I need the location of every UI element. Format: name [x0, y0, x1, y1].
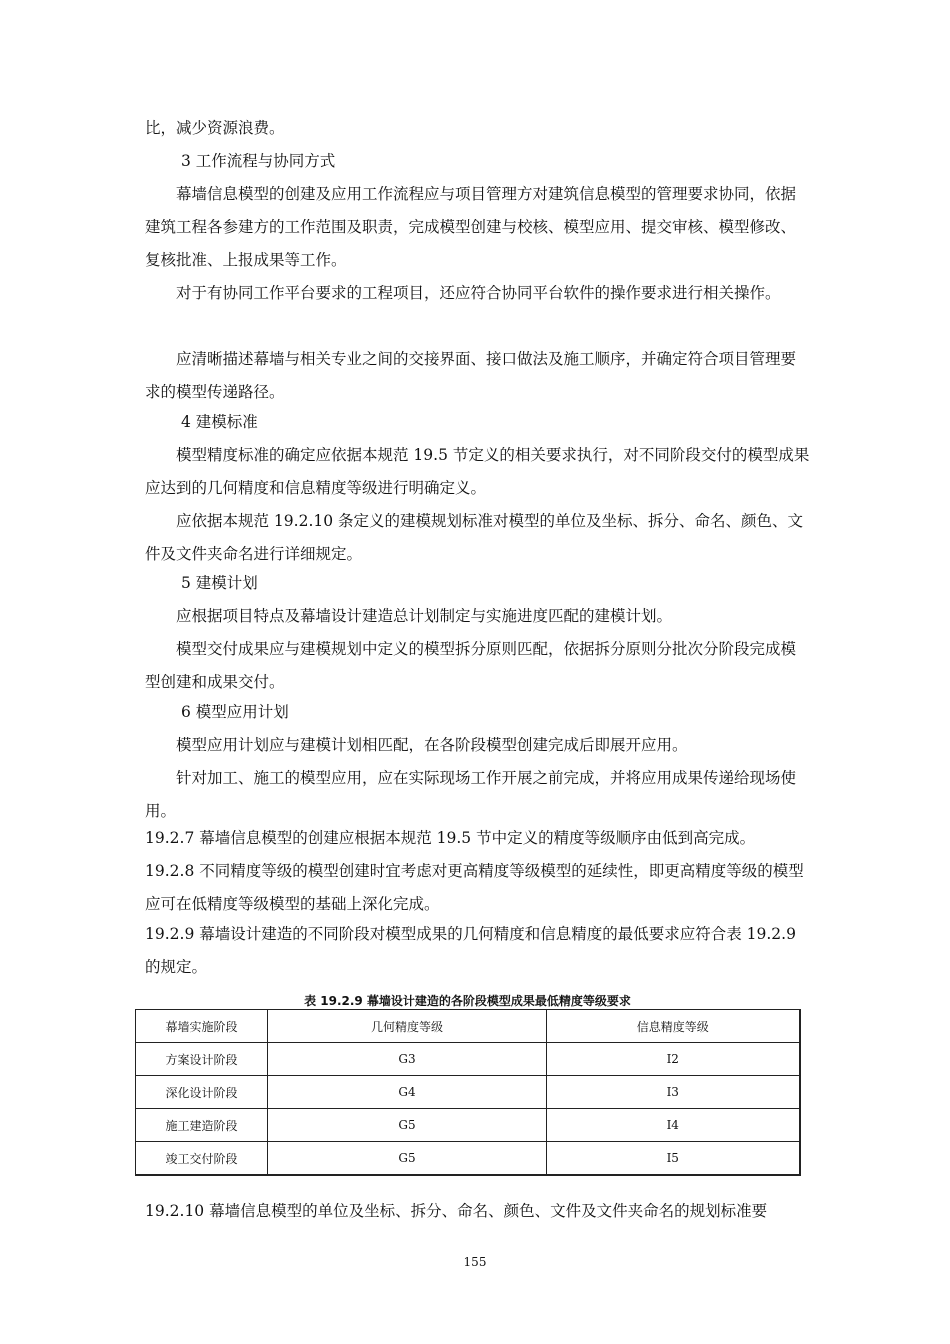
table-header-row [136, 1010, 800, 1043]
cell-stage: 方案设计阶段 [136, 1043, 268, 1076]
paragraph-workflow: 幕墙信息模型的创建及应用工作流程应与项目管理方对建筑信息模型的管理要求协同，依据建筑工程各参建方的工作范围及职责，完成模型创建与校核、模型应用、提交审核、模型修改、复核批准、上报成果等工作。 [145, 185, 797, 269]
paragraph-continuation: 比，减少资源浪费。 [145, 119, 285, 137]
paragraph-platform: 对于有协同工作平台要求的工程项目，还应符合协同平台软件的操作要求进行相关操作。 [176, 284, 781, 302]
header-information: 信息精度等级 [547, 1010, 800, 1043]
cell-stage: 深化设计阶段 [136, 1076, 268, 1109]
paragraph-plan: 应根据项目特点及幕墙设计建造总计划制定与实施进度匹配的建模计划。 [176, 607, 673, 625]
cell-geometric: G4 [268, 1076, 547, 1109]
cell-stage: 施工建造阶段 [136, 1109, 268, 1142]
cell-information: I4 [547, 1109, 800, 1142]
cell-information: I2 [547, 1043, 800, 1076]
heading-workflow: 3 工作流程与协同方式 [181, 152, 336, 170]
cell-information: I5 [547, 1142, 800, 1176]
cell-geometric: G3 [268, 1043, 547, 1076]
page-number: 155 [463, 1255, 487, 1269]
table-row [136, 1109, 800, 1142]
clause-19-2-9: 19.2.9 幕墙设计建造的不同阶段对模型成果的几何精度和信息精度的最低要求应符合表 19.2.9 的规定。 [145, 925, 796, 976]
cell-stage: 竣工交付阶段 [136, 1142, 268, 1176]
paragraph-delivery: 模型交付成果应与建模规划中定义的模型拆分原则匹配，依据拆分原则分批次分阶段完成模型创建和成果交付。 [145, 640, 797, 691]
clause-19-2-8: 19.2.8 不同精度等级的模型创建时宜考虑对更高精度等级模型的延续性，即更高精度等级的模型应可在低精度等级模型的基础上深化完成。 [145, 862, 804, 913]
table-caption: 表 19.2.9 幕墙设计建造的各阶段模型成果最低精度等级要求 [304, 994, 631, 1008]
heading-modeling-plan: 5 建模计划 [181, 574, 258, 592]
paragraph-application: 模型应用计划应与建模计划相匹配，在各阶段模型创建完成后即展开应用。 [176, 736, 688, 754]
table-row [136, 1043, 800, 1076]
heading-application-plan: 6 模型应用计划 [181, 703, 289, 721]
clause-19-2-7: 19.2.7 幕墙信息模型的创建应根据本规范 19.5 节中定义的精度等级顺序由低到高完成。 [145, 829, 756, 847]
header-geometric: 几何精度等级 [268, 1010, 547, 1043]
table-row [136, 1076, 800, 1109]
paragraph-precision-standard: 模型精度标准的确定应依据本规范 19.5 节定义的相关要求执行，对不同阶段交付的模型成果应达到的几何精度和信息精度等级进行明确定义。 [145, 446, 810, 497]
paragraph-onsite: 针对加工、施工的模型应用，应在实际现场工作开展之前完成，并将应用成果传递给现场使用。 [145, 769, 797, 820]
cell-information: I3 [547, 1076, 800, 1109]
cell-geometric: G5 [268, 1142, 547, 1176]
paragraph-interface: 应清晰描述幕墙与相关专业之间的交接界面、接口做法及施工顺序，并确定符合项目管理要求的模型传递路径。 [145, 350, 797, 401]
precision-table [135, 1009, 801, 1176]
cell-geometric: G5 [268, 1109, 547, 1142]
heading-modeling-standard: 4 建模标准 [181, 413, 258, 431]
table-row [136, 1142, 800, 1176]
header-stage: 幕墙实施阶段 [136, 1010, 268, 1043]
paragraph-modeling-rules: 应依据本规范 19.2.10 条定义的建模规划标准对模型的单位及坐标、拆分、命名、颜色、文件及文件夹命名进行详细规定。 [145, 512, 804, 563]
clause-19-2-10: 19.2.10 幕墙信息模型的单位及坐标、拆分、命名、颜色、文件及文件夹命名的规划标准要 [145, 1202, 768, 1220]
